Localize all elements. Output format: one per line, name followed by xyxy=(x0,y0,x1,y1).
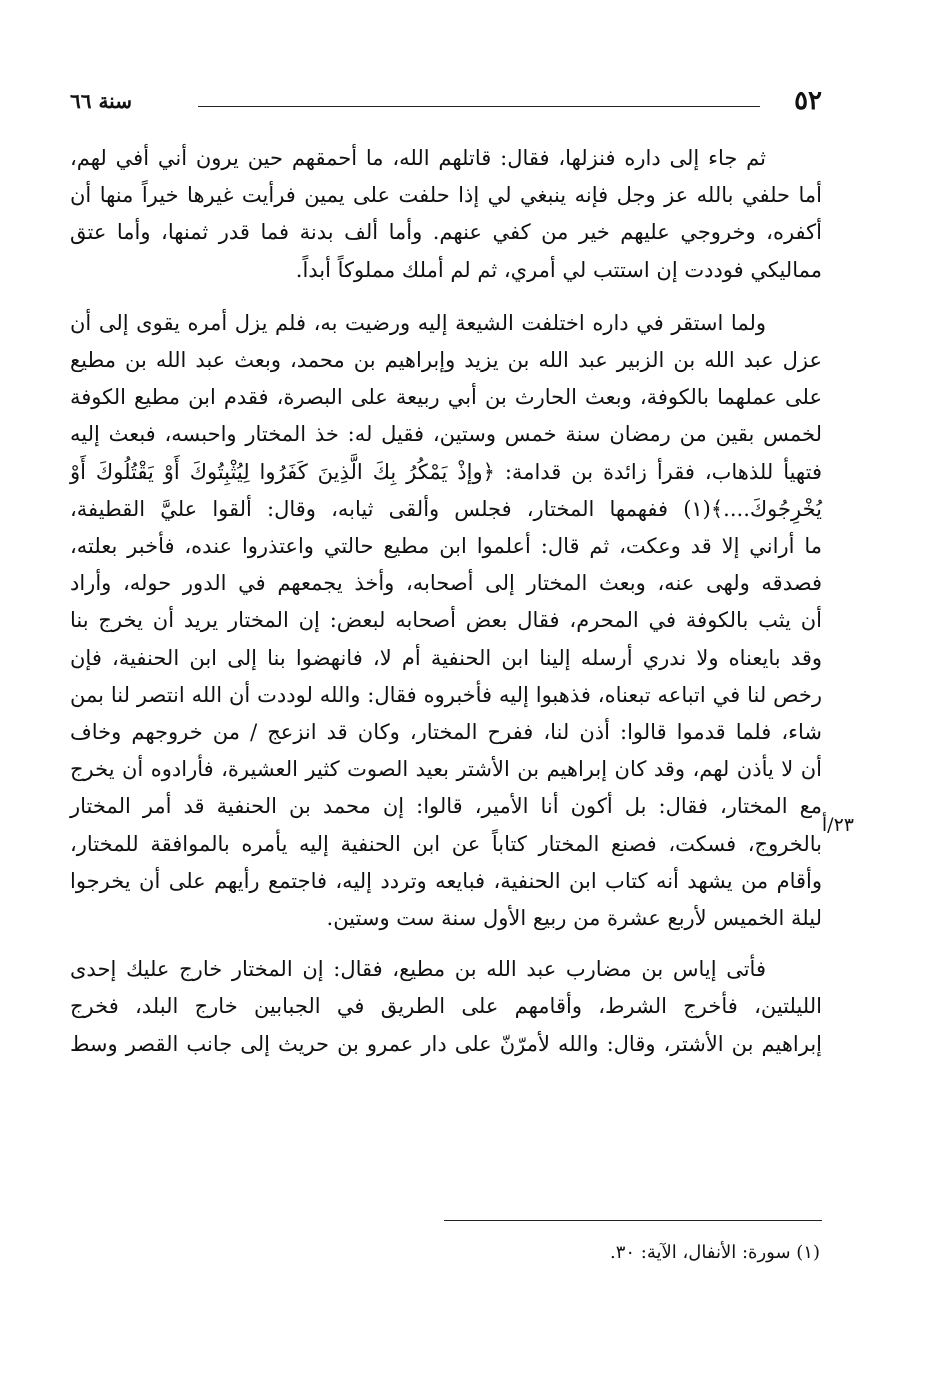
text-line: وقد بايعناه ولا ندري أرسله إلينا ابن الحنفية أم لا، فانهضوا بنا إلى ابن الحنفية، فإن xyxy=(70,645,822,670)
text-line: إبراهيم بن الأشتر، وقال: والله لأمرّنّ على دار عمرو بن حريث إلى جانب القصر وسط xyxy=(70,1031,822,1056)
text-line: مماليكي فوددت إن استتب لي أمري، ثم لم أملك مملوكاً أبداً. xyxy=(295,257,822,282)
text-line: ما أراني إلا قد وعكت، ثم قال: أعلموا ابن مطيع حالتي واعتذروا عنده، فأخبر بعلته، xyxy=(70,534,822,559)
text-line: فصدقه ولهى عنه، وبعث المختار إلى أصحابه، وأخذ يجمعهم في الدور حوله، وأراد xyxy=(70,571,822,596)
text-line: عزل عبد الله بن الزبير عبد الله بن يزيد وإبراهيم بن محمد، وبعث عبد الله بن مطيع xyxy=(70,348,822,373)
text-line: الليلتين، فأخرج الشرط، وأقامهم على الطريق في الجبابين خارج البلد، فخرج xyxy=(70,994,822,1019)
body-text xyxy=(70,140,822,1067)
footnote-rule xyxy=(444,1220,822,1221)
running-header xyxy=(70,86,822,118)
text-line: فأتى إياس بن مضارب عبد الله بن مطيع، فقال: إن المختار خارج عليك إحدى xyxy=(70,957,766,982)
text-line: ثم جاء إلى داره فنزلها، فقال: قاتلهم الله، ما أحمقهم حين يرون أني أفي لهم، xyxy=(70,146,766,170)
text-line: لخمس بقين من رمضان سنة خمس وستين، فقيل له: خذ المختار واحبسه، فبعث إليه xyxy=(70,422,822,447)
text-line: فتهيأ للذهاب، فقرأ زائدة بن قدامة: ﴿وإذْ يَمْكُرُ بِكَ الَّذِينَ كَفَرُوا لِيُثْبِتُوكَ أَوْ يَقْتُلُوكَ أَوْ xyxy=(70,459,822,484)
text-line: رخص لنا في اتباعه تبعناه، فذهبوا إليه فأخبروه فقال: والله لوددت أن الله انتصر لنا بمن xyxy=(70,682,822,707)
text-line: أن يثب بالكوفة في المحرم، فقال بعض أصحابه لبعض: إن المختار يريد أن يخرج بنا xyxy=(70,608,822,633)
paragraph-2 xyxy=(70,305,822,937)
manuscript-folio-marker: ٢٣/أ xyxy=(821,814,854,836)
text-line: أن لا يأذن لهم، وقد كان إبراهيم بن الأشتر بعيد الصوت كثير العشيرة، فأرادوه أن يخرج xyxy=(70,757,822,782)
paragraph-1 xyxy=(70,140,822,289)
text-line: بالخروج، فسكت، فصنع المختار كتاباً عن ابن الحنفية إليه يأمره بالموافقة للمختار، xyxy=(70,831,822,856)
text-line: وأقام من يشهد أنه كتاب ابن الحنفية، فبايعه وتردد إليه، فاجتمع رأيهم على أن يخرجوا xyxy=(70,868,822,893)
text-line: على عملهما بالكوفة، وبعث الحارث بن أبي ربيعة على البصرة، فقدم ابن مطيع الكوفة xyxy=(70,385,822,410)
text-line: شاء، فلما قدموا قالوا: أذن لنا، ففرح المختار، وكان قد انزعج / من خروجهم وخاف xyxy=(70,720,822,745)
text-line: ليلة الخميس لأربع عشرة من ربيع الأول سنة ست وستين. xyxy=(326,906,822,931)
page-number: ٥٢ xyxy=(794,86,822,116)
running-title: سنة ٦٦ xyxy=(70,89,132,113)
text-line: يُخْرِجُوكَ....﴾(١) ففهمها المختار، فجلس وألقى ثيابه، وقال: ألقوا عليَّ القطيفة، xyxy=(70,496,822,521)
header-rule xyxy=(198,106,760,107)
footnote: (١) سورة: الأنفال، الآية: ٣٠. xyxy=(609,1242,820,1263)
paragraph-3 xyxy=(70,951,822,1063)
text-line: أكفره، وخروجي عليهم خير من كفي عنهم. وأما ألف بدنة فما قدر ثمنها، وأما عتق xyxy=(70,220,822,245)
text-line: ولما استقر في داره اختلفت الشيعة إليه ورضيت به، فلم يزل أمره يقوى إلى أن xyxy=(70,310,766,335)
text-line: مع المختار، فقال: بل أكون أنا الأمير، قالوا: إن محمد بن الحنفية قد أمر المختار xyxy=(70,794,822,819)
text-line: أما حلفي بالله عز وجل فإنه ينبغي لي إذا حلفت على يمين فرأيت غيرها خيراً منها أن xyxy=(70,183,822,208)
